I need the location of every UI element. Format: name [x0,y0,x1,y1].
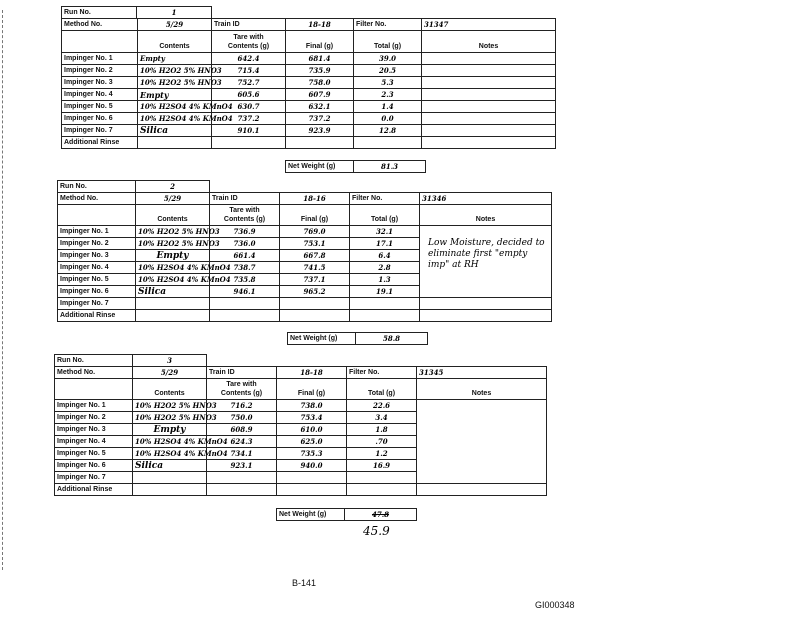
contents-cell: Silica [133,460,207,472]
total-cell: 19.1 [350,286,420,298]
method-no-label: Method No. [62,19,138,31]
final-cell: 753.1 [280,238,350,250]
final-cell: 923.9 [286,125,354,137]
notes-cell [420,286,552,298]
final-cell: 965.2 [280,286,350,298]
net-weight-value: 81.3 [354,161,426,173]
notes-header: Notes [417,379,547,400]
contents-cell: 10% H2SO4 4% KMnO4 [138,113,212,125]
final-cell: 769.0 [280,226,350,238]
final-cell: 753.4 [277,412,347,424]
filter-no-label: Filter No. [350,193,420,205]
total-cell [350,310,420,322]
notes-cell [417,400,547,412]
net-weight-value: 58.8 [356,333,428,345]
train-id-value: 18-18 [286,19,354,31]
contents-cell [138,137,212,149]
tare-cell [212,137,286,149]
total-cell [354,137,422,149]
tare-cell: 608.9 [207,424,277,436]
notes-cell [417,424,547,436]
contents-cell: 10% H2O2 5% HNO3 [138,77,212,89]
total-cell: 32.1 [350,226,420,238]
contents-cell [136,310,210,322]
method-no-value: 5/29 [138,19,212,31]
net-weight-corrected: 45.9 [363,524,390,538]
total-cell [350,298,420,310]
impinger-label: Impinger No. 7 [55,472,133,484]
notes-cell [417,460,547,472]
tare-header [210,205,280,226]
run-no-value: 1 [137,7,212,19]
contents-cell [136,298,210,310]
impinger-label: Impinger No. 6 [62,113,138,125]
tare-cell: 624.3 [207,436,277,448]
impinger-label: Impinger No. 7 [58,298,136,310]
tare-cell: 642.4 [212,53,286,65]
notes-cell [422,125,556,137]
total-cell: 39.0 [354,53,422,65]
total-cell: 3.4 [347,412,417,424]
contents-header: Contents [136,205,210,226]
run-no-label: Run No. [58,181,136,193]
impinger-label: Impinger No. 4 [62,89,138,101]
run-3-net-weight [276,508,417,521]
net-weight-value: 47.8 [345,509,417,521]
final-cell: 940.0 [277,460,347,472]
total-cell: 2.8 [350,262,420,274]
impinger-label: Impinger No. 5 [62,101,138,113]
final-cell [277,472,347,484]
tare-cell: 946.1 [210,286,280,298]
contents-cell [133,484,207,496]
contents-header: Contents [133,379,207,400]
notes-cell [417,448,547,460]
tare-header-line1: Tare with [229,207,260,214]
contents-cell: Empty [138,53,212,65]
notes-cell [420,298,552,310]
train-id-label: Train ID [207,367,277,379]
total-cell: 0.0 [354,113,422,125]
method-no-value: 5/29 [136,193,210,205]
train-id-value: 18-16 [280,193,350,205]
contents-cell: 10% H2O2 5% HNO3 [133,400,207,412]
contents-cell: Empty [136,250,210,262]
impinger-label: Impinger No. 1 [62,53,138,65]
tare-cell: 736.9 [210,226,280,238]
tare-cell: 661.4 [210,250,280,262]
impinger-label: Impinger No. 7 [62,125,138,137]
impinger-label: Impinger No. 1 [58,226,136,238]
total-cell: 2.3 [354,89,422,101]
total-cell [347,472,417,484]
contents-cell [133,472,207,484]
final-cell [280,298,350,310]
tare-cell: 735.8 [210,274,280,286]
impinger-label: Impinger No. 4 [58,262,136,274]
final-header: Final (g) [280,205,350,226]
total-header: Total (g) [354,31,422,53]
tare-cell [210,298,280,310]
contents-cell: Silica [138,125,212,137]
run-no-value: 2 [136,181,210,193]
final-cell: 610.0 [277,424,347,436]
contents-cell: Empty [138,89,212,101]
notes-cell [422,137,556,149]
notes-header: Notes [422,31,556,53]
filter-no-value: 31345 [417,367,547,379]
total-cell: 6.4 [350,250,420,262]
run-no-label: Run No. [62,7,137,19]
impinger-label: Impinger No. 4 [55,436,133,448]
run-no-value: 3 [133,355,207,367]
final-cell: 737.1 [280,274,350,286]
final-cell [286,137,354,149]
impinger-label: Impinger No. 5 [55,448,133,460]
document-id: GI000348 [535,600,575,610]
notes-cell [420,274,552,286]
total-cell: 1.8 [347,424,417,436]
final-cell: 735.3 [277,448,347,460]
tare-cell: 910.1 [212,125,286,137]
filter-no-value: 31347 [422,19,556,31]
tare-header [212,31,286,53]
method-no-label: Method No. [55,367,133,379]
impinger-label: Impinger No. 2 [62,65,138,77]
total-cell: 12.8 [354,125,422,137]
run-2-net-weight [287,332,428,345]
tare-header-line2: Contents (g) [220,390,263,397]
final-cell: 738.0 [277,400,347,412]
tare-cell [207,472,277,484]
total-header: Total (g) [347,379,417,400]
impinger-label: Impinger No. 3 [55,424,133,436]
notes-cell [422,89,556,101]
contents-cell: 10% H2SO4 4% KMnO4 [133,436,207,448]
notes-cell [422,65,556,77]
total-cell: 1.3 [350,274,420,286]
margin-dashes [2,10,4,570]
method-no-label: Method No. [58,193,136,205]
method-no-value: 5/29 [133,367,207,379]
notes-cell [420,310,552,322]
impinger-label: Impinger No. 2 [55,412,133,424]
additional-rinse-label: Additional Rinse [55,484,133,496]
tare-cell [210,310,280,322]
notes-cell [422,113,556,125]
total-cell: 16.9 [347,460,417,472]
tare-header-line1: Tare with [226,381,257,388]
train-id-value: 18-18 [277,367,347,379]
tare-cell: 605.6 [212,89,286,101]
notes-cell [417,472,547,484]
total-cell [347,484,417,496]
final-cell: 741.5 [280,262,350,274]
total-cell: 1.2 [347,448,417,460]
contents-cell: Empty [133,424,207,436]
tare-cell: 737.2 [212,113,286,125]
total-header: Total (g) [350,205,420,226]
tare-header [207,379,277,400]
notes-cell [422,101,556,113]
contents-cell: 10% H2O2 5% HNO3 [138,65,212,77]
run-no-label: Run No. [55,355,133,367]
final-cell: 681.4 [286,53,354,65]
contents-cell: 10% H2SO4 4% KMnO4 [136,274,210,286]
filter-no-label: Filter No. [347,367,417,379]
contents-cell: Silica [136,286,210,298]
contents-cell: 10% H2SO4 4% KMnO4 [136,262,210,274]
final-cell [277,484,347,496]
final-cell: 735.9 [286,65,354,77]
tare-cell: 715.4 [212,65,286,77]
net-weight-label: Net Weight (g) [288,333,356,345]
train-id-label: Train ID [212,19,286,31]
contents-cell: 10% H2O2 5% HNO3 [136,238,210,250]
final-cell: 737.2 [286,113,354,125]
tare-cell: 630.7 [212,101,286,113]
final-cell [280,310,350,322]
total-cell: 17.1 [350,238,420,250]
notes-cell [417,484,547,496]
final-cell: 625.0 [277,436,347,448]
tare-cell: 750.0 [207,412,277,424]
run-3-table [54,366,547,496]
impinger-label: Impinger No. 3 [62,77,138,89]
notes-cell [417,412,547,424]
notes-cell [422,53,556,65]
additional-rinse-label: Additional Rinse [58,310,136,322]
impinger-label: Impinger No. 6 [55,460,133,472]
total-cell: 20.5 [354,65,422,77]
final-cell: 667.8 [280,250,350,262]
final-cell: 758.0 [286,77,354,89]
run-2-handwritten-note: Low Moisture, decided to eliminate first "empty imp" at RH [428,238,545,270]
contents-cell: 10% H2SO4 4% KMnO4 [138,101,212,113]
final-cell: 607.9 [286,89,354,101]
contents-cell: 10% H2O2 5% HNO3 [136,226,210,238]
total-cell: .70 [347,436,417,448]
filter-no-label: Filter No. [354,19,422,31]
notes-header: Notes [420,205,552,226]
tare-header-line2: Contents (g) [223,216,266,223]
tare-header-line1: Tare with [233,33,264,41]
page-number: B-141 [292,578,317,588]
tare-header-line2: Contents (g) [227,42,270,50]
additional-rinse-label: Additional Rinse [62,137,138,149]
filter-no-value: 31346 [420,193,552,205]
tare-cell: 752.7 [212,77,286,89]
tare-cell: 738.7 [210,262,280,274]
notes-cell [422,77,556,89]
final-header: Final (g) [277,379,347,400]
tare-cell [207,484,277,496]
final-header: Final (g) [286,31,354,53]
notes-cell [417,436,547,448]
tare-cell: 923.1 [207,460,277,472]
tare-cell: 716.2 [207,400,277,412]
total-cell: 1.4 [354,101,422,113]
impinger-label: Impinger No. 3 [58,250,136,262]
final-cell: 632.1 [286,101,354,113]
run-1-table [61,18,556,149]
tare-cell: 736.0 [210,238,280,250]
net-weight-label: Net Weight (g) [286,161,354,173]
train-id-label: Train ID [210,193,280,205]
tare-cell: 734.1 [207,448,277,460]
impinger-label: Impinger No. 5 [58,274,136,286]
contents-cell: 10% H2SO4 4% KMnO4 [133,448,207,460]
notes-cell [420,226,552,238]
impinger-label: Impinger No. 1 [55,400,133,412]
total-cell: 5.3 [354,77,422,89]
contents-cell: 10% H2O2 5% HNO3 [133,412,207,424]
contents-header: Contents [138,31,212,53]
impinger-label: Impinger No. 2 [58,238,136,250]
net-weight-label: Net Weight (g) [277,509,345,521]
run-1-net-weight [285,160,426,173]
impinger-label: Impinger No. 6 [58,286,136,298]
total-cell: 22.6 [347,400,417,412]
